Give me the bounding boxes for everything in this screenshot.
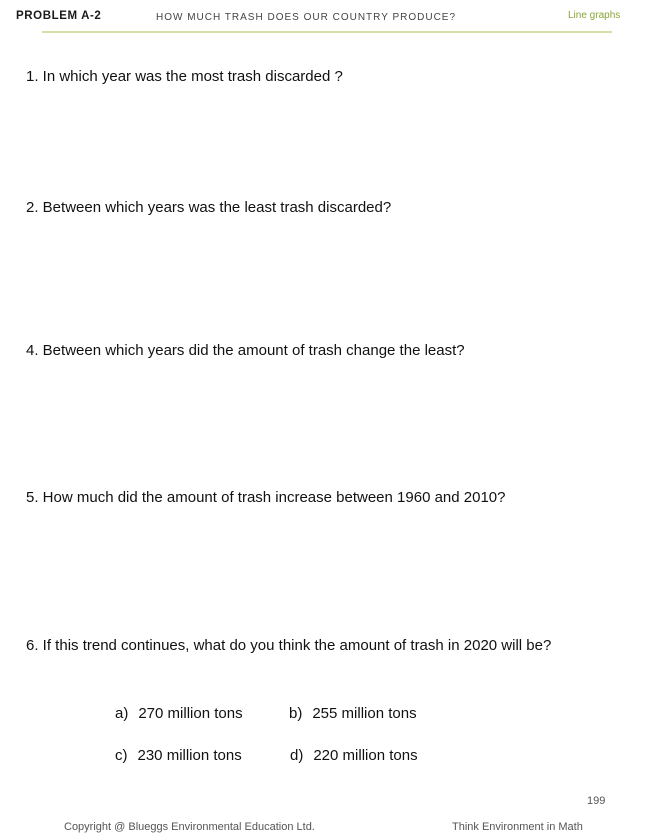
question-4: 4. Between which years did the amount of trash change the least? xyxy=(26,342,465,359)
option-letter: c) xyxy=(115,747,128,764)
option-letter: b) xyxy=(289,705,303,722)
question-5: 5. How much did the amount of trash increase between 1960 and 2010? xyxy=(26,489,506,506)
option-text: 230 million tons xyxy=(137,747,242,764)
question-1: 1. In which year was the most trash discarded ? xyxy=(26,68,343,85)
copyright-text: Copyright @ Blueggs Environmental Education Ltd. xyxy=(64,821,315,833)
topic-label: Line graphs xyxy=(568,10,621,21)
header-divider xyxy=(42,31,612,33)
option-text: 220 million tons xyxy=(313,747,418,764)
question-6: 6. If this trend continues, what do you think the amount of trash in 2020 will be? xyxy=(26,637,552,654)
option-text: 270 million tons xyxy=(138,705,243,722)
option-letter: a) xyxy=(115,705,129,722)
option-letter: d) xyxy=(290,747,304,764)
page-number: 199 xyxy=(587,795,606,807)
option-c xyxy=(115,747,242,764)
question-2: 2. Between which years was the least trash discarded? xyxy=(26,199,392,216)
option-a xyxy=(115,705,243,722)
series-title: Think Environment in Math xyxy=(452,821,583,833)
problem-label: PROBLEM A-2 xyxy=(16,10,102,22)
option-text: 255 million tons xyxy=(312,705,417,722)
option-b xyxy=(289,705,417,722)
page-title: HOW MUCH TRASH DOES OUR COUNTRY PRODUCE? xyxy=(156,12,457,23)
option-d xyxy=(290,747,418,764)
